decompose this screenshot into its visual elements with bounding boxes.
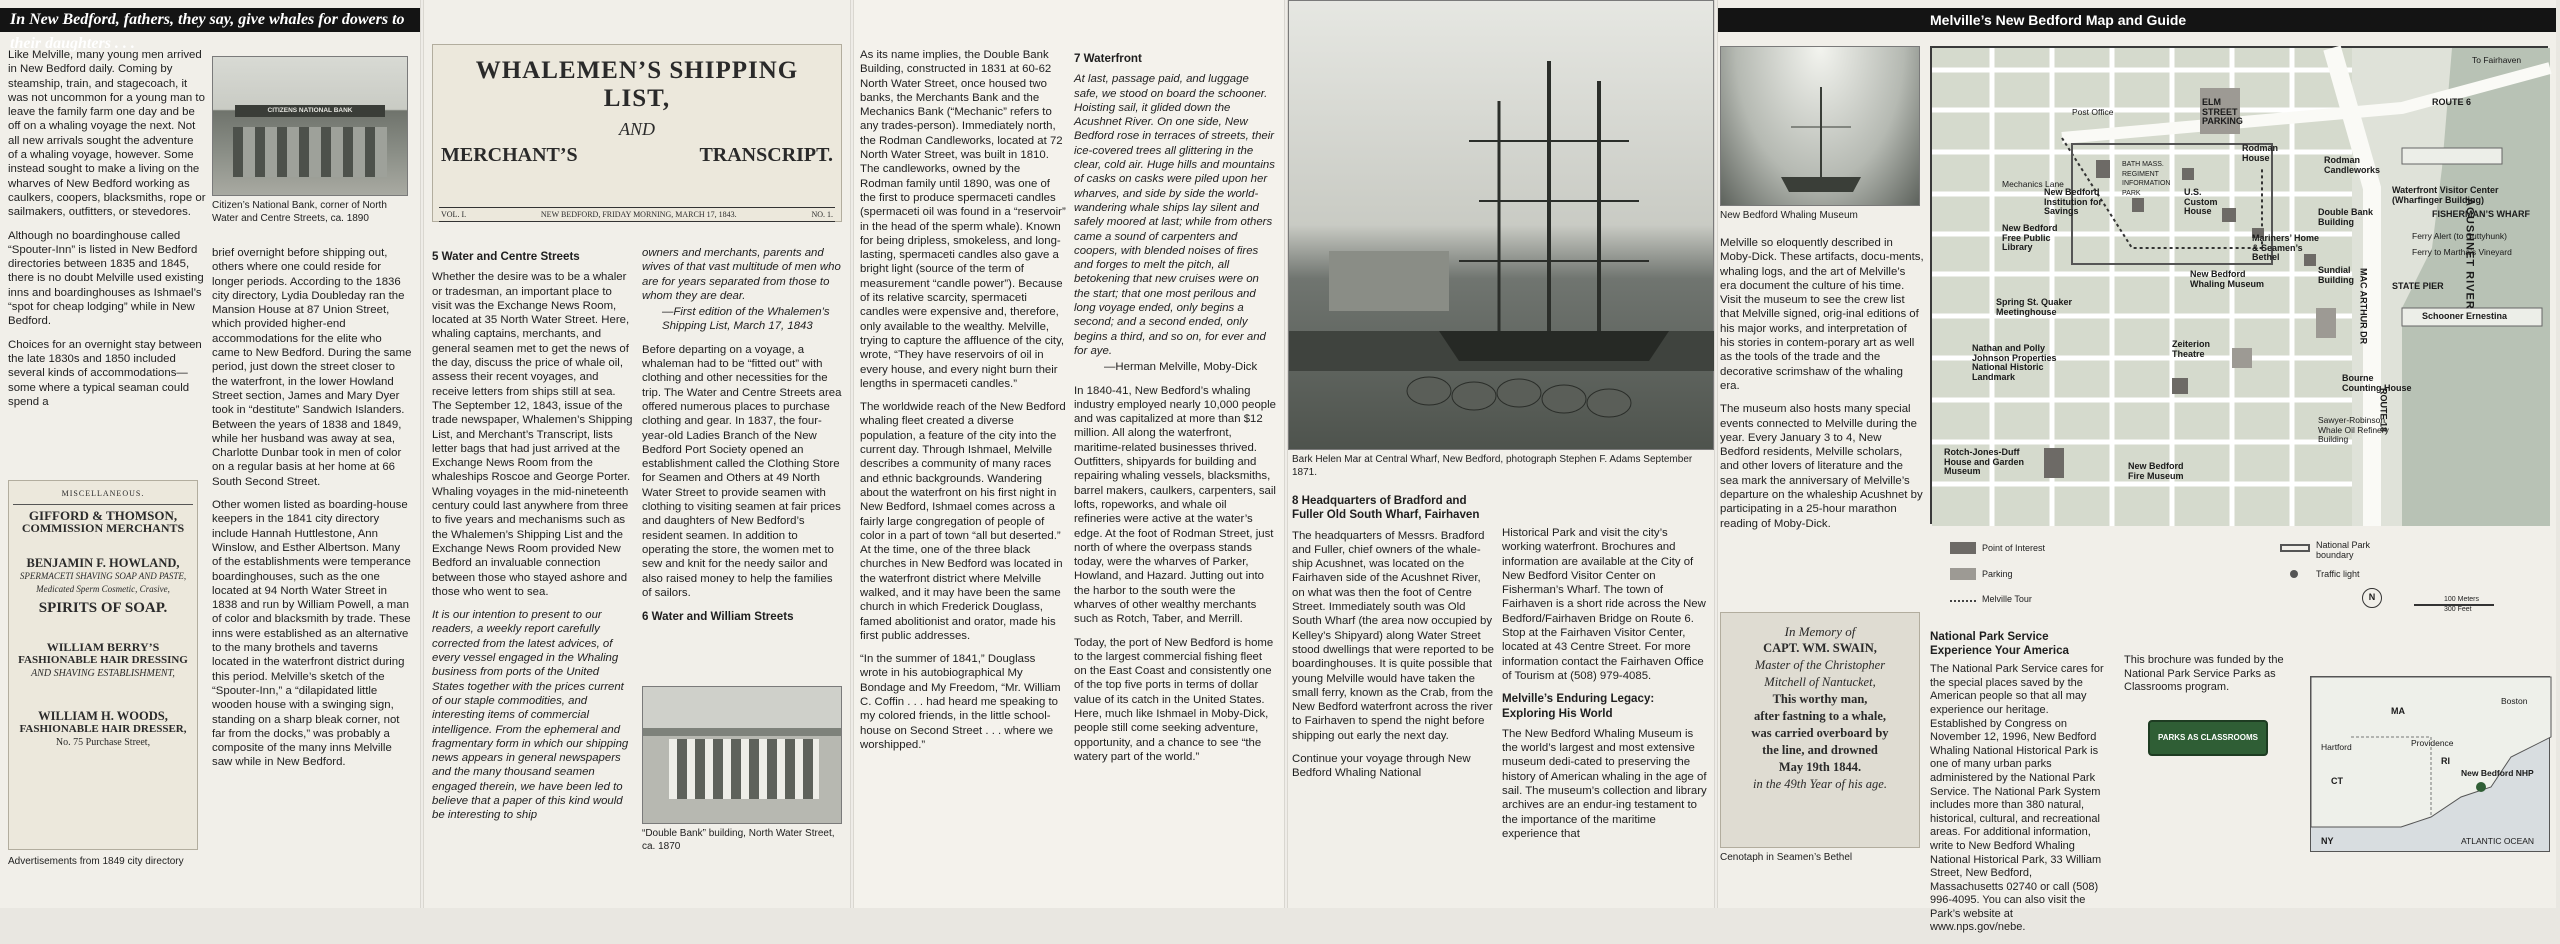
inset-label-providence: Providence — [2411, 738, 2454, 748]
cenotaph-line: after fastning to a whale, — [1753, 709, 1887, 723]
paragraph: Like Melville, many young men arrived in New Bedford daily. Coming by steamship, train, and stagecoach, it was not uncommon for a young man to leave the family farm one day and be off on a whaling voyage the next. Not all new arrivals sought the adventure of a whaling voyage, however. Some instead sought to make a living on the wharves of New Bedford working as caulkers, coopers, blacksmiths, rope or sailmakers, outfitters, or stevedores. — [8, 49, 206, 219]
map-label-post-office: Post Office — [2072, 107, 2114, 117]
cenotaph-line: Mitchell of Nantucket, — [1764, 675, 1876, 689]
section-8-heading: 8 Headquarters of Bradford and Fuller Old South Wharf, Fairhaven — [1292, 494, 1480, 522]
cenotaph-line: May 19th 1844. — [1778, 760, 1862, 774]
cenotaph-line: the line, and drowned — [1762, 743, 1878, 757]
legacy-heading: Melville’s Enduring Legacy: Exploring His World — [1502, 692, 1655, 720]
map-legend — [1944, 538, 2544, 618]
inset-label-ct: CT — [2331, 776, 2343, 786]
map-label-state-pier: STATE PIER — [2392, 281, 2444, 291]
ad-woods: WILLIAM H. WOODS, — [38, 709, 168, 723]
paragraph: The museum also hosts many special events connected to Melville during the year. Every January 3 to 4, New Bedford residents, Melville scholars, and other lovers of literature and the sea mark the anniversary of Melville’s departure on the whaleship Acushnet by participating in a 25-hour marathon reading of Moby-Dick. — [1720, 403, 1923, 530]
ship-illustration — [1289, 1, 1715, 451]
map-label-johnson-properties: Nathan and Polly Johnson Properties National Historic Landmark — [1972, 343, 2057, 382]
map-label-institution-savings: New Bedford Institution for Savings — [2044, 187, 2102, 216]
double-bank-photo — [642, 686, 842, 824]
paragraph: The worldwide reach of the New Bedford whaling fleet created a diverse population, a feature of the city into the current day. Through Ishmael, Melville describes a community of many races and ethnic backgrounds. Wandering about the waterfront on his first night in New Bedford, Ishmael comes across a fairly large congregation of people of color in a part of town “all but deserted.” At the time, one of the three black churches in New Bedford was located in the waterfront district where Melville walked, and it may have been the same church in which Frederick Douglass, famed abolitionist and orator, made his first public addresses. — [860, 401, 1066, 642]
ad-woods-address: No. 75 Purchase Street, — [55, 737, 151, 748]
quote-citation: —First edition of the Whalemen’s Shipping List, March 17, 1843 — [662, 306, 830, 333]
cenotaph-line: This worthy man, — [1772, 692, 1868, 706]
ad-gifford-sub: COMMISSION MERCHANTS — [21, 521, 185, 535]
ad-howland-sub: SPERMACETI SHAVING SOAP AND PASTE, Medicated Sperm Cosmetic, Crasive, — [19, 571, 187, 594]
ad-howland: BENJAMIN F. HOWLAND, — [26, 556, 180, 570]
map-label-elm-parking: ELM STREET PARKING — [2202, 97, 2243, 126]
inset-label-ocean: ATLANTIC OCEAN — [2461, 836, 2535, 846]
panel-waterfront — [854, 0, 1284, 908]
poi-swatch — [1950, 542, 1976, 554]
masthead-volume: VOL. I. — [441, 210, 467, 219]
map-label-visitor-center: Waterfront Visitor Center (Wharfinger Building) — [2392, 185, 2499, 205]
map-label-schooner: Schooner Ernestina — [2422, 311, 2508, 321]
double-bank-caption: “Double Bank” building, North Water Street, ca. 1870 — [642, 828, 835, 852]
paragraph: Whether the desire was to be a whaler or tradesman, an important place to visit was the Exchange News Room, located at 35 North Water Street. Here, whaling captains, merchants, and general seamen met to get the news of the day, discuss the price of whale oil, assess their recent voyages, and receive letters from ships still at sea. The September 12, 1843, issue of the trade newspaper, Whalemen’s Shipping List, and Merchant’s Transcript, lists letter bags that had just arrived at the Exchange News Room from the whaleships Roscoe and George Porter. Whaling voyages in the mid-nineteenth century could last anywhere from three to five years and mechanisms such as the Whalemen’s Shipping List and the Exchange News Room provided New Bedford an invaluable connection between those who stayed ashore and those who went to sea. — [432, 271, 633, 598]
inset-label-ma: MA — [2391, 706, 2405, 716]
paragraph: Continue your voyage through New Bedford Whaling National — [1292, 753, 1471, 780]
new-bedford-street-map — [1930, 46, 2548, 524]
map-label-rodman-house: Rodman House — [2242, 143, 2278, 163]
waterfront-column-1 — [860, 48, 1066, 761]
map-label-double-bank: Double Bank Building — [2318, 207, 2374, 227]
inset-label-hartford: Hartford — [2321, 742, 2352, 752]
masthead-dateline: NEW BEDFORD, FRIDAY MORNING, MARCH 17, 1843. — [540, 210, 737, 219]
bank-sign: CITIZENS NATIONAL BANK — [235, 105, 385, 117]
cenotaph-caption: Cenotaph in Seamen’s Bethel — [1720, 852, 1853, 863]
map-label-mariners-home: Mariners’ Home & Seamen’s Bethel — [2252, 233, 2320, 262]
bank-columns — [669, 739, 819, 799]
paragraph: Melville so eloquently described in Moby-Dick. These artifacts, docu-ments, whaling logs, and the art of Melville’s era document the culture of his time. Visit the museum to see the crew list that Melville signed, orig-inal editions of his major works, and interpretation of his stories in contem-porary art as well as the tools of the trade and the decorative scrimshaw of the whaling era. — [1720, 237, 1924, 392]
inset-label-nbnhp: New Bedford NHP — [2461, 768, 2534, 778]
map-label-ferry-cuttyhunk: Ferry Alert (to Cuttyhunk) — [2412, 231, 2507, 241]
museum-caption: New Bedford Whaling Museum — [1720, 210, 1858, 221]
regional-inset-map — [2310, 676, 2550, 852]
map-label-quaker-meetinghouse: Spring St. Quaker Meetinghouse — [1996, 297, 2073, 317]
masthead-left: MERCHANT’S — [441, 144, 578, 166]
paragraph: “In the summer of 1841,” Douglass wrote in his autobiographical My Bondage and My Freedom, “Mr. William C. Coffin . . . had heard me speaking to my colored friends, in the little school-house on Second Street . . . where we worshipped.” — [860, 653, 1061, 751]
bark-photo-caption: Bark Helen Mar at Central Wharf, New Bedford, photograph Stephen F. Adams September 1871. — [1292, 454, 1693, 478]
paragraph: In 1840-41, New Bedford’s whaling industry employed nearly 10,000 people and was capitalized at more than $12 million. All along the waterfront, maritime-related businesses thrived. Outfitters, shipyards for building and repairing whaling vessels, blacksmiths, barrel makers, caulkers, carpenters, sail lofts, ropeworks, and whale oil refineries were active at the water’s edge. At the foot of Rodman Street, just north of where the overpass stands today, were the wharves of Parker, Howland, and Hazard. Jutting out into the harbor to the south were the wharves of other wealthy merchants such as Rotch, Taber, and Merrill. — [1074, 384, 1277, 626]
parking-swatch — [1950, 568, 1976, 580]
section-8-column-2 — [1502, 526, 1708, 850]
section-7-heading: 7 Waterfront — [1074, 52, 1142, 65]
ad-berry-sub2: AND SHAVING ESTABLISHMENT, — [31, 668, 175, 679]
paragraph: The New Bedford Whaling Museum is the world’s largest and most extensive museum dedi-cated to preserving the history of American whaling in the age of sail. The museum’s collection and library archives are an endur-ing testament to the importance of the maritime experience that — [1502, 727, 1707, 840]
quote-citation: —Herman Melville, Moby-Dick — [1104, 361, 1258, 374]
legend-parking: Parking — [1982, 569, 2013, 579]
inset-label-ny: NY — [2321, 836, 2334, 846]
map-label-ferry-vineyard: Ferry to Martha’s Vineyard — [2412, 247, 2512, 257]
legend-traffic-light: Traffic light — [2316, 569, 2360, 579]
legend-boundary: National Park boundary — [2316, 540, 2371, 560]
advertisements-clipping — [8, 480, 198, 850]
funding-note: This brochure was funded by the National Park Service Parks as Classrooms program. — [2124, 654, 2284, 694]
map-label-to-fairhaven: To Fairhaven — [2472, 55, 2522, 65]
tour-swatch — [1950, 600, 1976, 602]
bark-helen-mar-photo — [1288, 0, 1714, 450]
map-label-mechanics-lane: Mechanics Lane — [2002, 179, 2064, 189]
traffic-light-icon — [2290, 570, 2298, 578]
paragraph: Other women listed as boarding-house keepers in the 1841 city directory include Hannah Huttlestone, Ann Winslow, and Esther Albertson. Many of the establishments were temperance boardinghouses, such as the one located at 94 North Water Street in 1838 and run by William Powell, a man of color and blacksmith by trade. These inns were established as an alternative to the many brothels and taverns located in the waterfront district during this period. Melville’s sketch of the “Spouter-Inn,” a “dilapidated little wooden house with a swinging sign, standing on a sharp bleak corner, not far from the docks,” was probably a composite of the many inns Melville saw while in New Bedford. — [212, 499, 411, 769]
cenotaph-line: in the 49th Year of his age. — [1753, 777, 1887, 791]
map-label-rodman-candleworks: Rodman Candleworks — [2324, 155, 2381, 175]
museum-text — [1720, 236, 1924, 540]
scale-meters: 100 Meters — [2444, 596, 2480, 603]
cenotaph-line: In Memory of — [1784, 624, 1856, 639]
inset-label-ri: RI — [2441, 756, 2450, 766]
masthead-title: WHALEMEN’S SHIPPING LIST, — [475, 57, 799, 112]
paragraph: Before departing on a voyage, a whaleman had to be “fitted out” with clothing and other necessities for the trip. The Water and Centre Streets area offered numerous places to purchase clothing and gear. In 1837, the four-year-old Ladies Branch of the New Bedford Port Society opened an establishment called the Clothing Store for Seamen and Others at 49 North Water Street to provide seamen with clothing to visiting seamen at fair prices and daughters of New Bedford’s resident seamen. In addition to operating the store, the women met to sew and knit for the needy sailor and also raised money to help the families of sailors. — [642, 343, 842, 599]
paragraph: The National Park Service cares for the special places saved by the American people so that all may experience our heritage. Established by Congress on November 12, 1996, New Bedford Whaling National Historical Park is one of many urban parks administered by the National Park Service. The National Park System includes more than 380 natural, historical, cultural, and recreational areas. For additional information, write to New Bedford Whaling National Historical Park, 33 William Street, New Bedford, Massachusetts 02740 or call (508) 996-4095. You can also visit the Park’s website at www.nps.gov/nebe. — [1930, 663, 2104, 934]
waterfront-column-2 — [1074, 48, 1276, 773]
left-banner: In New Bedford, fathers, they say, give whales for dowers to their daughters . . . — [0, 8, 420, 32]
map-label-rotch-jones-duff: Rotch-Jones-Duff House and Garden Museum — [1944, 447, 2025, 476]
ad-gifford: GIFFORD & THOMSON, — [28, 508, 178, 523]
map-label-macarthur: MAC ARTHUR DR — [2358, 268, 2369, 345]
section-5-column-2 — [642, 246, 844, 630]
scale-bar — [2414, 604, 2494, 606]
newspaper-quote: It is our intention to present to our readers, a weekly report carefully corrected from the latest advices, of every vessel engaged in the Whaling business from ports of the United States together with the prices current of our staple commodities, and interesting items of commercial intelligence. From the ephemeral and fragmentary form in which our shipping news appears in general newspapers and the many thousand seamen engaged therein, we have been led to believe that a paper of this kind would be interesting to ship — [432, 609, 629, 822]
map-label-route-18: ROUTE 18 — [2378, 388, 2389, 433]
ad-berry-sub: FASHIONABLE HAIR DRESSING — [18, 654, 188, 666]
cenotaph-plaque — [1720, 612, 1920, 848]
panel-water-centre — [424, 0, 850, 908]
masthead-and: AND — [619, 119, 655, 139]
nps-heading: National Park Service Experience Your America — [1930, 630, 2069, 657]
paragraph: As its name implies, the Double Bank Building, constructed in 1831 at 60-62 North Water Street, once housed two banks, the Merchants Bank and the Mechanics Bank (“Mechanic” refers to any trades-person). Immediately north, the Rodman Candleworks, located at 72 North Water Street, was built in 1810. The candleworks, owned by the Rodman family until 1890, was one of the first to produce spermaceti candles (spermaceti oil was found in a “reservoir” in the head of the sperm whale). Known for being dripless, smokeless, and long-lasting, spermaceti candles also gave a bright light (source of the term of measurement “candle power”). Because of its relative scarcity, spermaceti candles were expensive and, therefore, only available to the wealthy. Melville, trying to capture the affluence of the city, wrote, “They have reservoirs of oil in every house, and every night burn their lengths in spermaceti candles.” — [860, 49, 1066, 390]
cenotaph-line: was carried overboard by — [1751, 726, 1889, 740]
boundary-swatch — [2280, 544, 2310, 552]
paragraph: brief overnight before shipping out, others where one could reside for longer periods. According to the 1836 city directory, Lydia Doubleday ran the Mansion House at 87 Union Street, which provided higher-end accommodations for the elite who came to New Bedford. During the same period, just down the street closer to the waterfront, in the lower Howland Street section, James and Mary Dyer took in “destitute” Sandwich Islanders. Between the years of 1838 and 1849, while her husband was away at sea, Charlotte Dunbar took in men of color on a regular basis at her home at 66 South Second Street. — [212, 247, 412, 488]
photo-caption: Citizen’s National Bank, corner of North Water and Centre Streets, ca. 1890 — [212, 200, 387, 224]
panel-inns — [0, 0, 420, 908]
paragraph: The headquarters of Messrs. Bradford and Fuller, chief owners of the whale-ship Acushnet, was located on the Fairhaven side of the Acushnet River, on what was then the foot of Centre Street. Immediately south was Old South Wharf (the area now occupied by Kelley’s Shipyard) along Water Street stood dwellings that were reported to be boardinghouses. It is quite possible that young Melville would have taken the small ferry, known as the Crab, from the New Bedford waterfront across the river to Fairhaven to spend the night before shipping out early the next day. — [1292, 529, 1494, 742]
whale-skeleton-illustration — [1721, 47, 1921, 207]
inset-label-boston: Boston — [2501, 696, 2528, 706]
map-label-zeiterion: Zeiterion Theatre — [2172, 339, 2211, 359]
paragraph: Today, the port of New Bedford is home to the largest commercial fishing fleet on the East Coast and consistently one of the top five ports in terms of dollar value of its catch in the United States. Here, much like Ishmael in Moby-Dick, people still come seeking adventure, opportunity, and a chance to see “the watery part of the world.” — [1074, 636, 1274, 763]
right-banner: Melville’s New Bedford Map and Guide — [1718, 8, 2556, 32]
legend-poi: Point of Interest — [1982, 543, 2046, 553]
paragraph: Choices for an overnight stay between the late 1830s and 1850 included several kinds of accommodations—some where a typical seaman could spend a — [8, 338, 202, 408]
bank-facade — [233, 127, 387, 177]
section-5-column-1 — [432, 246, 634, 832]
section-8-column-1 — [1292, 490, 1496, 790]
masthead-right: TRANSCRIPT. — [699, 144, 833, 166]
ad-woods-sub: FASHIONABLE HAIR DRESSER, — [19, 723, 187, 735]
scale-feet: 300 Feet — [2444, 606, 2472, 613]
north-arrow-icon: N — [2362, 588, 2382, 608]
map-label-bourne: Bourne Counting House — [2342, 373, 2412, 393]
paragraph: Although no boardinghouse called “Spouter-Inn” is listed in New Bedford directories between 1835 and 1845, there is no doubt Melville used existing inns and boardinghouses as Ishmael’s “spot for cheap lodging” while in New Bedford. — [8, 229, 204, 328]
map-label-sundial: Sundial Building — [2318, 265, 2354, 285]
ad-spirits: SPIRITS OF SOAP. — [38, 600, 168, 616]
cenotaph-line: CAPT. WM. SWAIN, — [1763, 641, 1877, 655]
newspaper-masthead — [432, 44, 842, 222]
quote-continued: owners and merchants, parents and wives of that vast multitude of men who are for years separated from those to whom they are dear. — [642, 247, 841, 302]
ad-berry: WILLIAM BERRY’S — [46, 640, 160, 654]
map-label-custom-house: U.S. Custom House — [2184, 187, 2218, 216]
section-6-heading: 6 Water and William Streets — [642, 610, 794, 624]
map-label-robinson-refinery: Sawyer-Robinson Whale Oil Refinery Building — [2318, 415, 2389, 444]
masthead-number: NO. 1. — [811, 210, 833, 219]
map-label-free-library: New Bedford Free Public Library — [2002, 223, 2058, 252]
map-label-fire-museum: New Bedford Fire Museum — [2128, 461, 2184, 481]
cenotaph-line: Master of the Christopher — [1754, 658, 1886, 672]
legend-tour: Melville Tour — [1982, 594, 2032, 604]
map-label-fishermans-wharf: FISHERMAN’S WHARF — [2432, 209, 2530, 219]
nps-text — [1930, 626, 2108, 944]
section-5-heading: 5 Water and Centre Streets — [432, 250, 580, 263]
map-label-river: ACUSHNET RIVER — [2463, 198, 2476, 310]
moby-dick-quote: At last, passage paid, and luggage safe, we stood on board the schooner. Hoisting sail, it glided down the Acushnet River. On one side, New Bedford rose in terraces of streets, their ice-covered trees all glittering in the clear, cold air. Huge hills and mountains of casks on casks were piled upon her wharves, and side by side the world-wandering whale ships lay silent and safely moored at last; while from others came a sound of carpenters and coopers, with blended noises of fires and forges to melt the pitch, all betokening that new cruises were on the start; that one most perilous and long voyage ended, only begins a second; and a second ended, only begins a third, and so on, for ever and for aye. — [1074, 73, 1275, 357]
map-label-whaling-museum: New Bedford Whaling Museum — [2190, 269, 2264, 289]
panel-fairhaven — [1288, 0, 1714, 908]
citizens-bank-photo — [212, 56, 408, 196]
inns-column-1 — [8, 48, 206, 418]
map-label-route-6: ROUTE 6 — [2432, 97, 2472, 107]
map-label-bath-park: BATH MASS. REGIMENT INFORMATION PARK — [2122, 161, 2171, 197]
paragraph: Historical Park and visit the city’s working waterfront. Brochures and information are available at the City of New Bedford Visitor Center on Fisherman’s Wharf. The town of Fairhaven is a short ride across the New Bedford/Fairhaven Bridge on Route 6. Stop at the Fairhaven Visitor Center, located at 43 Centre Street. For more information contact the Fairhaven Office of Tourism at (508) 979-4085. — [1502, 527, 1706, 682]
ads-heading: MISCELLANEOUS. — [61, 489, 145, 498]
whaling-museum-photo — [1720, 46, 1920, 206]
ads-caption: Advertisements from 1849 city directory — [8, 856, 184, 867]
inns-column-2 — [212, 246, 412, 779]
parks-as-classrooms-badge: PARKS AS CLASSROOMS — [2148, 720, 2268, 756]
